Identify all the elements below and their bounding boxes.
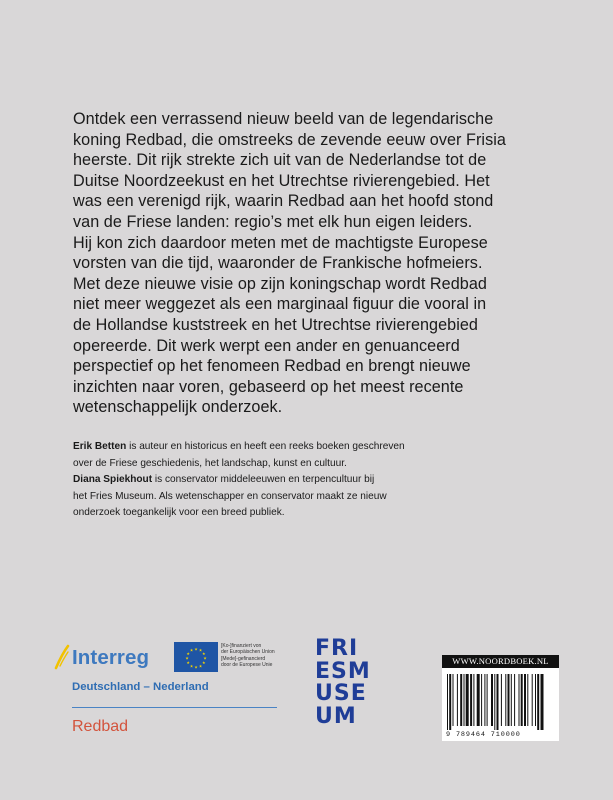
svg-text:★: ★	[189, 647, 194, 653]
barcode-bar	[481, 674, 482, 726]
svg-text:★: ★	[203, 655, 207, 661]
svg-text:★: ★	[185, 655, 189, 661]
author-bios	[73, 439, 533, 522]
bio-text: is conservator middeleeuwen en terpencultuur bij	[152, 474, 375, 486]
barcode-bar	[460, 674, 462, 726]
barcode-bar	[491, 674, 493, 726]
museum-logo-row: UM	[315, 703, 357, 729]
eu-flag-icon	[174, 642, 218, 672]
bio-line	[73, 472, 533, 489]
barcode	[442, 655, 559, 741]
barcode-bar	[464, 674, 465, 726]
barcode-bar	[537, 674, 539, 730]
blurb-line: koning Redbad, die omstreeks de zevende eeuw over Frisia	[73, 130, 506, 149]
svg-text:★: ★	[198, 647, 203, 653]
barcode-bar	[535, 674, 536, 726]
barcode-bar	[494, 674, 495, 730]
barcode-bar	[514, 674, 515, 726]
blurb-line: Met deze nieuwe visie op zijn koningschap wordt Redbad	[73, 274, 487, 293]
barcode-bar	[470, 674, 472, 726]
barcode-bar	[501, 674, 502, 726]
barcode-bar	[532, 674, 533, 726]
divider	[72, 707, 277, 708]
interreg-logo: Interreg	[72, 646, 150, 669]
publisher-url: WWW.NOORDBOEK.NL	[442, 655, 559, 668]
eu-note-line: [Mede]-gefinancierd	[221, 655, 266, 662]
barcode-bar	[519, 674, 520, 726]
eu-note-line: door de Europese Unie	[221, 662, 273, 669]
barcode-bar	[541, 674, 544, 730]
eu-stars-icon	[174, 642, 218, 672]
blurb-line: was een verenigd rijk, waarin Redbad aan het hoofd stond	[73, 192, 494, 211]
project-name: Redbad	[72, 718, 129, 735]
blurb-line: perspectief op het fenomeen Redbad en brengt nieuwe	[73, 357, 471, 376]
barcode-bar	[466, 674, 469, 726]
museum-logo-row: ESM	[315, 658, 371, 684]
barcode-bar	[477, 674, 480, 726]
fries-museum-logo	[315, 636, 371, 729]
svg-text:★: ★	[194, 646, 198, 652]
svg-text:★: ★	[202, 651, 206, 656]
barcode-bar	[457, 674, 458, 726]
author-name: Erik Betten	[73, 441, 127, 452]
barcode-bar	[511, 674, 512, 726]
blurb-line: van de Friese landen: regio’s met elk hun eigen leiders.	[73, 212, 473, 231]
barcode-bar	[521, 674, 523, 726]
isbn-number: 9 789464 710000	[446, 731, 521, 739]
blurb-line: de Hollandse kuststreek en het Utrechtse rivierengebied	[73, 315, 478, 334]
blurb-line: wetenschappelijk onderzoek.	[73, 398, 283, 417]
svg-text:★: ★	[198, 663, 203, 669]
interreg-region: Deutschland – Nederland	[72, 681, 209, 693]
barcode-bar	[527, 674, 528, 726]
bio-line: het Fries Museum. Als wetenschapper en conservator maakt ze nieuw	[73, 490, 387, 502]
svg-text:★: ★	[186, 660, 190, 665]
back-cover-blurb	[73, 109, 553, 418]
bio-text: is auteur en historicus en heeft een reeks boeken geschreven	[126, 441, 405, 452]
blurb-line: Duitse Noordzeekust en het Utrechtse rivierengebied. Het	[73, 171, 490, 190]
blurb-line: Ontdek een verrassend nieuw beeld van de legendarische	[73, 110, 494, 128]
museum-logo-row: FRI	[315, 636, 359, 661]
bio-line: over de Friese geschiedenis, het landschap, kunst en cultuur.	[73, 457, 347, 469]
barcode-bar	[447, 674, 448, 730]
barcode-bar	[473, 674, 474, 726]
barcode-bar	[505, 674, 506, 726]
bio-line: onderzoek toegankelijk voor een breed publiek.	[73, 507, 285, 519]
blurb-line: inzichten naar voren, gebaseerd op het meest recente	[73, 377, 464, 396]
eu-note-line: [Ko-]finanziert von	[221, 643, 262, 649]
blurb-line: Hij kon zich daardoor meten met de machtigste Europese	[73, 233, 488, 252]
bio-line	[73, 439, 533, 456]
barcode-bar	[453, 674, 454, 726]
barcode-bar	[487, 674, 488, 726]
blurb-line: vorsten van die tijd, waaronder de Frankische hofmeiers.	[73, 254, 483, 273]
author-name: Diana Spiekhout	[73, 474, 153, 486]
eu-note-line: der Europäischen Union	[221, 649, 275, 656]
barcode-bar	[508, 674, 510, 726]
barcode-bar	[524, 674, 526, 726]
barcode-bar	[449, 674, 451, 730]
barcode-bar	[484, 674, 485, 726]
svg-text:★: ★	[202, 660, 206, 665]
barcode-bar	[497, 674, 499, 730]
barcode-bars-icon	[447, 674, 555, 730]
blurb-line: niet meer weggezet als een marginaal figuur die vooral in	[73, 295, 487, 314]
museum-logo-row: USE	[315, 681, 367, 706]
svg-text:★: ★	[186, 651, 190, 656]
eu-funding-note	[221, 643, 285, 669]
blurb-line: opereerde. Dit werk werpt een ander en genuanceerd	[73, 336, 460, 355]
blurb-line: heerste. Dit rijk strekte zich uit van de Nederlandse tot de	[73, 151, 487, 170]
svg-text:★: ★	[189, 663, 194, 669]
svg-text:★: ★	[194, 664, 198, 670]
